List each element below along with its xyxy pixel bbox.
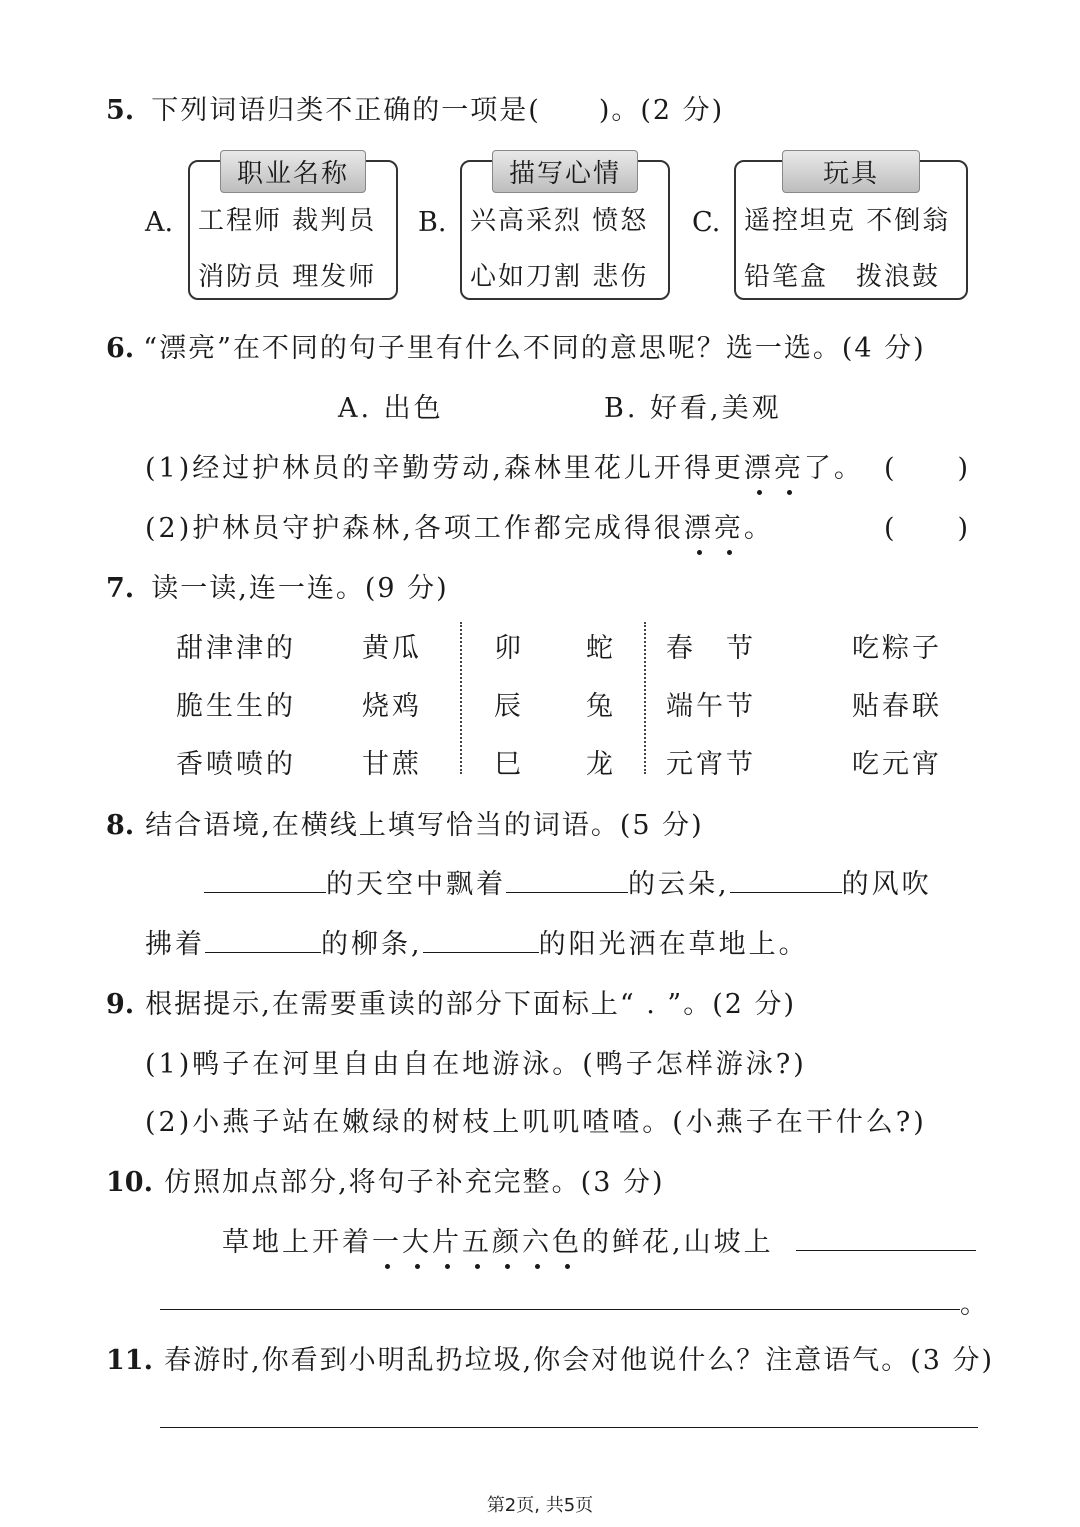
q8-blank-5[interactable] <box>423 926 539 953</box>
q6-choice-a: A. 出色 <box>338 393 444 424</box>
q6-s1-pre: (1)经过护林员的辛勤劳动,森林里花儿开得更 <box>145 453 744 484</box>
q5-heading <box>106 88 724 127</box>
q5-option-a-row1: 工程师 裁判员 <box>198 206 377 236</box>
q6-s1-post: 了。 <box>803 453 864 484</box>
q10-pre: 草地上开着 <box>222 1227 372 1258</box>
q5-option-b-box <box>460 160 670 300</box>
q7-g1-right-0[interactable]: 黄瓜 <box>362 633 422 664</box>
q8-part-1: 的天空中飘着 <box>326 869 506 900</box>
q5-option-c-row2: 铅笔盒 拨浪鼓 <box>744 262 941 292</box>
q6-answer-1[interactable]: ( ) <box>884 453 972 484</box>
emphasis-dot-char: 亮 <box>714 506 744 545</box>
q6-text: “漂亮”在不同的句子里有什么不同的意思呢？选一选。(4 分) <box>143 333 926 364</box>
q6-number: 6. <box>106 333 135 364</box>
q6-s2-pre: (2)护林员守护森林,各项工作都完成得很 <box>145 513 684 544</box>
q8-line-1 <box>204 862 932 901</box>
q8-part-5: 的柳条, <box>321 929 423 960</box>
q7-g2-right-0[interactable]: 蛇 <box>586 633 616 664</box>
q7-g2-right-2[interactable]: 龙 <box>586 749 616 780</box>
q5-option-a-tag: 职业名称 <box>220 150 366 193</box>
q9-sentence-1[interactable]: (1)鸭子在河里自由自在地游泳。(鸭子怎样游泳?) <box>145 1049 807 1080</box>
q6-answer-2[interactable]: ( ) <box>884 513 972 544</box>
q5-option-a-box <box>188 160 398 300</box>
q7-heading <box>106 566 449 605</box>
q6-s2-post: 。 <box>743 513 774 544</box>
q7-g1-left-1[interactable]: 脆生生的 <box>176 691 296 722</box>
emphasis-dot-char: 漂 <box>744 446 774 485</box>
q7-divider-2 <box>644 622 646 774</box>
emphasis-dot-char: 色 <box>552 1220 582 1259</box>
emphasis-dot-char: 一 <box>372 1220 402 1259</box>
q7-g1-left-2[interactable]: 香喷喷的 <box>176 749 296 780</box>
q7-divider-1 <box>460 622 462 774</box>
q7-g3-right-0[interactable]: 吃粽子 <box>852 633 942 664</box>
q6-sentence-1 <box>145 446 864 485</box>
q7-g2-right-1[interactable]: 兔 <box>586 691 616 722</box>
emphasis-dot-char: 亮 <box>774 446 804 485</box>
q8-heading <box>106 803 704 842</box>
q5-option-a-row2: 消防员 理发师 <box>198 262 377 292</box>
q8-blank-1[interactable] <box>204 866 326 893</box>
q10-answer-line-1[interactable] <box>796 1250 976 1251</box>
page-footer: 第2页, 共5页 <box>486 1495 594 1516</box>
q10-text: 仿照加点部分,将句子补充完整。(3 分) <box>164 1167 665 1198</box>
q8-blank-4[interactable] <box>205 926 321 953</box>
q9-heading <box>106 982 796 1021</box>
q8-part-4: 拂着 <box>145 929 205 960</box>
q7-g3-right-1[interactable]: 贴春联 <box>852 691 942 722</box>
q10-number: 10. <box>106 1167 153 1198</box>
q9-text: 根据提示,在需要重读的部分下面标上“ . ”。(2 分) <box>145 989 797 1020</box>
q7-g2-left-1[interactable]: 辰 <box>494 691 524 722</box>
q6-s1-dotted <box>744 453 804 484</box>
q11-heading <box>106 1338 994 1377</box>
q7-g2-left-2[interactable]: 巳 <box>494 749 524 780</box>
emphasis-dot-char: 五 <box>462 1220 492 1259</box>
q10-sentence <box>222 1220 774 1259</box>
q10-heading <box>106 1160 665 1199</box>
q5-option-c-row1: 遥控坦克 不倒翁 <box>744 206 951 236</box>
q9-sentence-2[interactable]: (2)小燕子站在嫩绿的树枝上叽叽喳喳。(小燕子在干什么?) <box>145 1107 927 1138</box>
emphasis-dot-char: 片 <box>432 1220 462 1259</box>
q8-blank-2[interactable] <box>506 866 628 893</box>
q11-answer-line[interactable] <box>160 1427 978 1428</box>
q7-g3-left-2[interactable]: 元宵节 <box>666 749 756 780</box>
emphasis-dot-char: 六 <box>522 1220 552 1259</box>
q5-option-a-letter: A. <box>145 207 174 238</box>
q7-g1-left-0[interactable]: 甜津津的 <box>176 633 296 664</box>
q5-option-b-tag: 描写心情 <box>492 150 638 193</box>
q11-text: 春游时,你看到小明乱扔垃圾,你会对他说什么？注意语气。(3 分) <box>164 1345 995 1376</box>
q9-number: 9. <box>106 989 135 1020</box>
q7-number: 7. <box>106 573 135 604</box>
q10-post: 的鲜花,山坡上 <box>582 1227 774 1258</box>
q8-part-6: 的阳光洒在草地上。 <box>538 929 809 960</box>
q10-end-mark: 。 <box>960 1289 990 1320</box>
q5-option-b-letter: B. <box>418 207 447 238</box>
q7-g2-left-0[interactable]: 卯 <box>494 633 524 664</box>
q8-blank-3[interactable] <box>730 866 842 893</box>
q6-choice-b: B. 好看,美观 <box>604 393 782 424</box>
q10-answer-line-2[interactable] <box>160 1309 960 1310</box>
q6-s2-dotted <box>684 513 744 544</box>
emphasis-dot-char: 大 <box>402 1220 432 1259</box>
q11-number: 11. <box>106 1345 153 1376</box>
q5-option-c-letter: C. <box>692 207 721 238</box>
q5-number: 5. <box>106 95 135 126</box>
q8-text: 结合语境,在横线上填写恰当的词语。(5 分) <box>145 810 704 841</box>
q5-option-c-tag: 玩具 <box>782 150 920 193</box>
q5-option-b-row2: 心如刀割 悲伤 <box>470 262 649 292</box>
q8-part-3: 的风吹 <box>841 869 932 900</box>
emphasis-dot-char: 颜 <box>492 1220 522 1259</box>
q7-g3-left-1[interactable]: 端午节 <box>666 691 756 722</box>
q5-option-b-row1: 兴高采烈 愤怒 <box>470 206 649 236</box>
q6-heading <box>106 326 926 365</box>
q7-g3-left-0[interactable]: 春 节 <box>666 633 756 664</box>
q7-text: 读一读,连一连。(9 分) <box>151 573 449 604</box>
q7-g3-right-2[interactable]: 吃元宵 <box>852 749 942 780</box>
q7-g1-right-1[interactable]: 烧鸡 <box>362 691 422 722</box>
emphasis-dot-char: 漂 <box>684 506 714 545</box>
q6-sentence-2 <box>145 506 774 545</box>
q7-g1-right-2[interactable]: 甘蔗 <box>362 749 422 780</box>
q8-number: 8. <box>106 810 135 841</box>
q8-line-2 <box>145 922 809 961</box>
q5-text: 下列词语归类不正确的一项是( )。(2 分) <box>151 95 725 126</box>
q8-part-2: 的云朵, <box>628 869 730 900</box>
q10-dotted <box>372 1227 582 1258</box>
q5-option-c-box <box>734 160 968 300</box>
